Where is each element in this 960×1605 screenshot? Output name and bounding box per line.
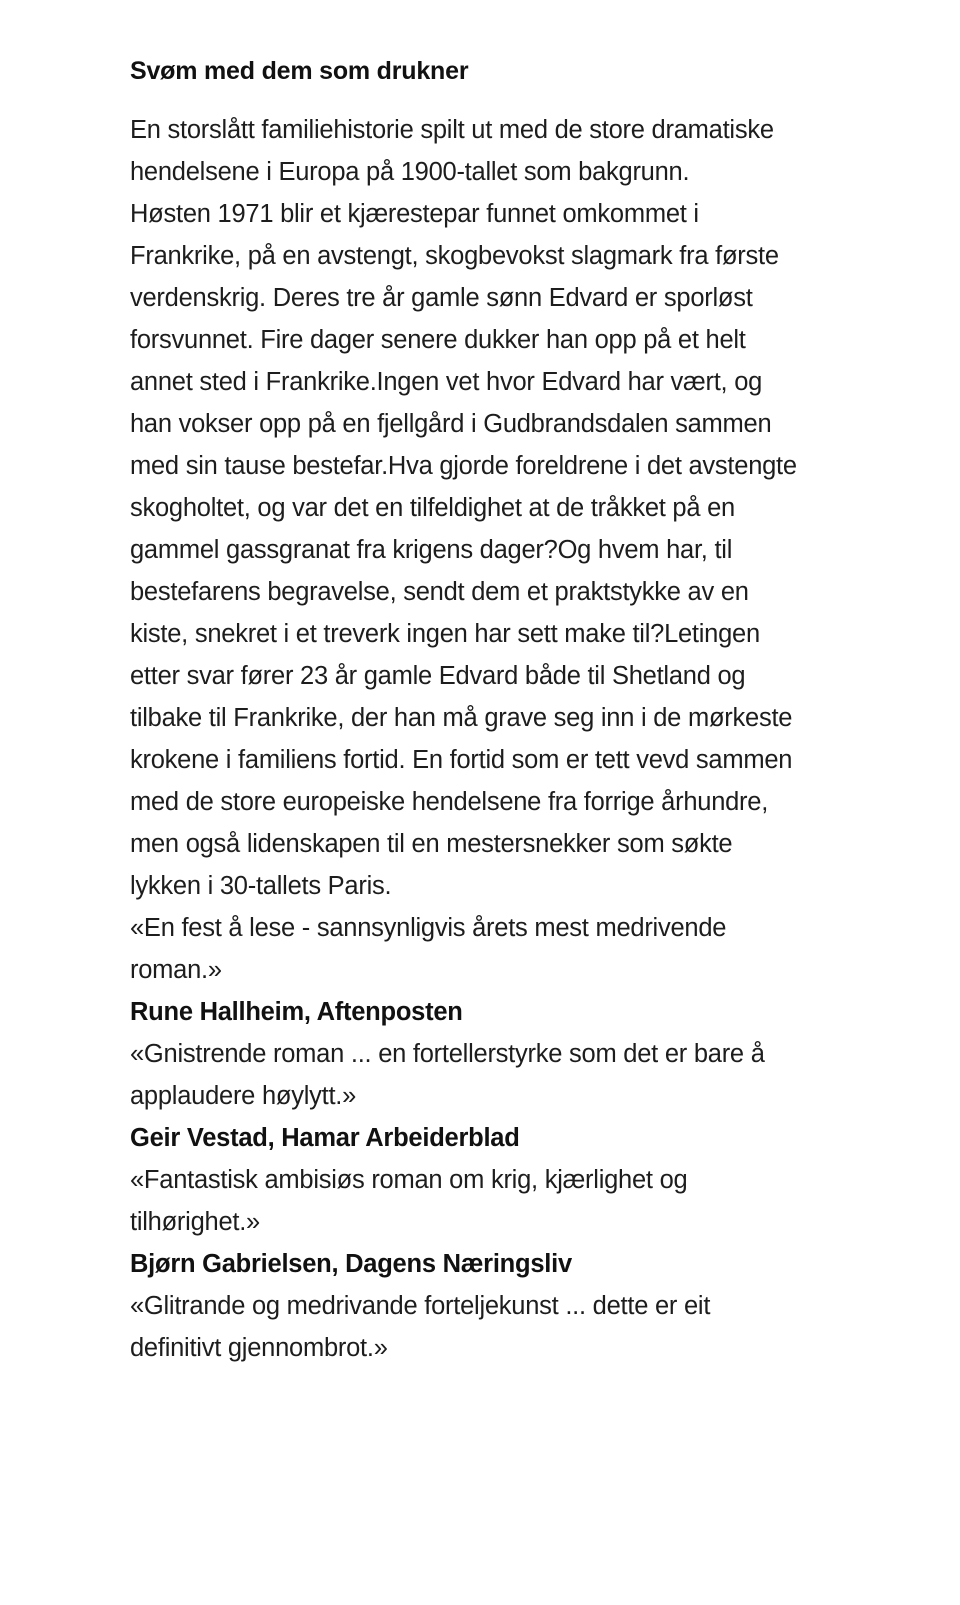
page-title: Svøm med dem som drukner xyxy=(130,57,469,85)
review-attribution: Bjørn Gabrielsen, Dagens Næringsliv xyxy=(130,1250,572,1279)
book-summary xyxy=(130,109,800,907)
review-attribution: Rune Hallheim, Aftenposten xyxy=(130,998,463,1027)
review-quote: «Gnistrende roman ... en fortellerstyrke som det er bare å applaudere høylytt.» xyxy=(130,1040,765,1111)
review-quote: «En fest å lese - sannsynligvis årets mest medrivende roman.» xyxy=(130,914,727,985)
summary-paragraph-1: En storslått familiehistorie spilt ut med de store dramatiske hendelsene i Europa på 1900-tallet som bakgrunn. xyxy=(130,116,774,187)
review-quote: «Fantastisk ambisiøs roman om krig, kjærlighet og tilhørighet.» xyxy=(130,1166,688,1237)
review-quote: «Glitrande og medrivande forteljekunst ... dette er eit definitivt gjennombrot.» xyxy=(130,1292,711,1363)
summary-paragraph-2: Høsten 1971 blir et kjærestepar funnet omkommet i Frankrike, på en avstengt, skogbevokst slagmark fra første verdenskrig. Deres tre år gamle sønn Edvard er sporløst forsvunnet. Fire dager senere dukker han opp på et helt annet sted i Frankrike.Ingen vet hvor Edvard har vært, og han vokser opp på en fjellgård i Gudbrandsdalen sammen med sin tause bestefar.Hva gjorde foreldrene i det avstengte skogholtet, og var det en tilfeldighet at de tråkket på en gammel gassgranat fra krigens dager?Og hvem har, til bestefarens begravelse, sendt dem et praktstykke av en kiste, snekret i et treverk ingen har sett make til?Letingen etter svar fører 23 år gamle Edvard både til Shetland og tilbake til Frankrike, der han må grave seg inn i de mørkeste krokene i familiens fortid. En fortid som er tett vevd sammen med de store europeiske hendelsene fra forrige århundre, men også lidenskapen til en mestersnekker som søkte lykken i 30-tallets Paris. xyxy=(130,200,797,901)
review-quotes-list xyxy=(130,907,800,1369)
review-attribution: Geir Vestad, Hamar Arbeiderblad xyxy=(130,1124,520,1153)
